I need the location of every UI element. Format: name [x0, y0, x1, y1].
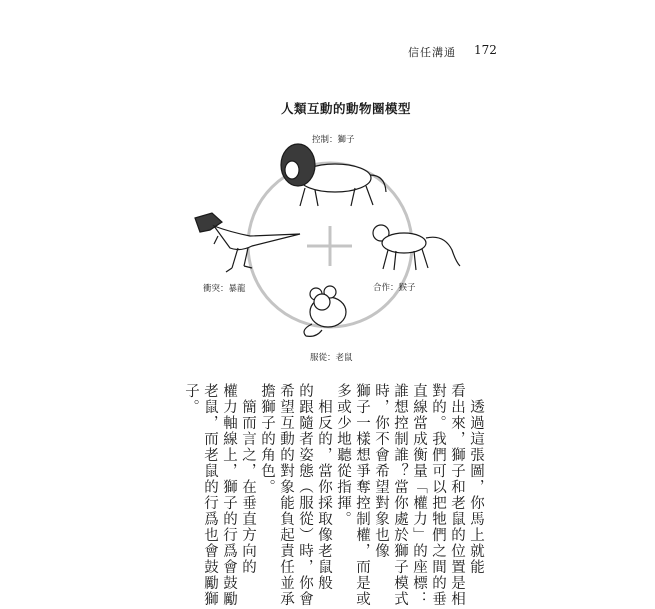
- text-column-4: 直線當成衡量「權力」的座標：: [411, 383, 427, 607]
- running-header: 信任溝通: [408, 46, 456, 59]
- text-column-6: 時，你不會希望對象也像: [373, 383, 389, 559]
- text-column-9: 相反的，當你採取像老鼠般: [316, 383, 332, 591]
- label-conflict-trex: 衝突：暴龍: [203, 284, 246, 294]
- text-column-3: 對的。我們可以把牠們之間的垂: [430, 383, 446, 607]
- label-obey-mouse: 服從：老鼠: [310, 353, 353, 363]
- text-column-11: 希望互動的對象能負起責任並承: [278, 383, 294, 607]
- monkey-illustration: [373, 225, 460, 270]
- text-column-7: 獅子一樣想爭奪控制權，而是或: [354, 383, 370, 607]
- text-column-16: 子。: [183, 383, 199, 415]
- text-column-15: 老鼠，而老鼠的行爲也會鼓勵獅: [202, 383, 218, 607]
- text-column-13: 簡而言之，在垂直方向的: [240, 383, 256, 575]
- text-column-8: 多或少地聽從指揮。: [335, 383, 351, 527]
- text-column-2: 看出來，獅子和老鼠的位置是相: [449, 383, 465, 607]
- text-column-10: 的跟隨者姿態（服從）時，你會: [297, 383, 313, 607]
- label-control-lion: 控制：獅子: [312, 135, 355, 145]
- t-rex-illustration: [195, 213, 300, 272]
- text-column-1: 透過這張圖，你馬上就能: [468, 383, 484, 575]
- mouse-illustration: [304, 286, 346, 336]
- text-column-14: 權力軸線上，獅子的行爲會鼓勵: [221, 383, 237, 607]
- text-column-5: 誰想控制誰？當你處於獅子模式: [392, 383, 408, 607]
- label-cooperate-monkey: 合作：猴子: [373, 283, 416, 293]
- lion-illustration: [281, 144, 386, 206]
- figure-title: 人類互動的動物圈模型: [281, 101, 412, 116]
- page-number: 172: [474, 43, 497, 57]
- text-column-12: 擔獅子的角色。: [259, 383, 275, 495]
